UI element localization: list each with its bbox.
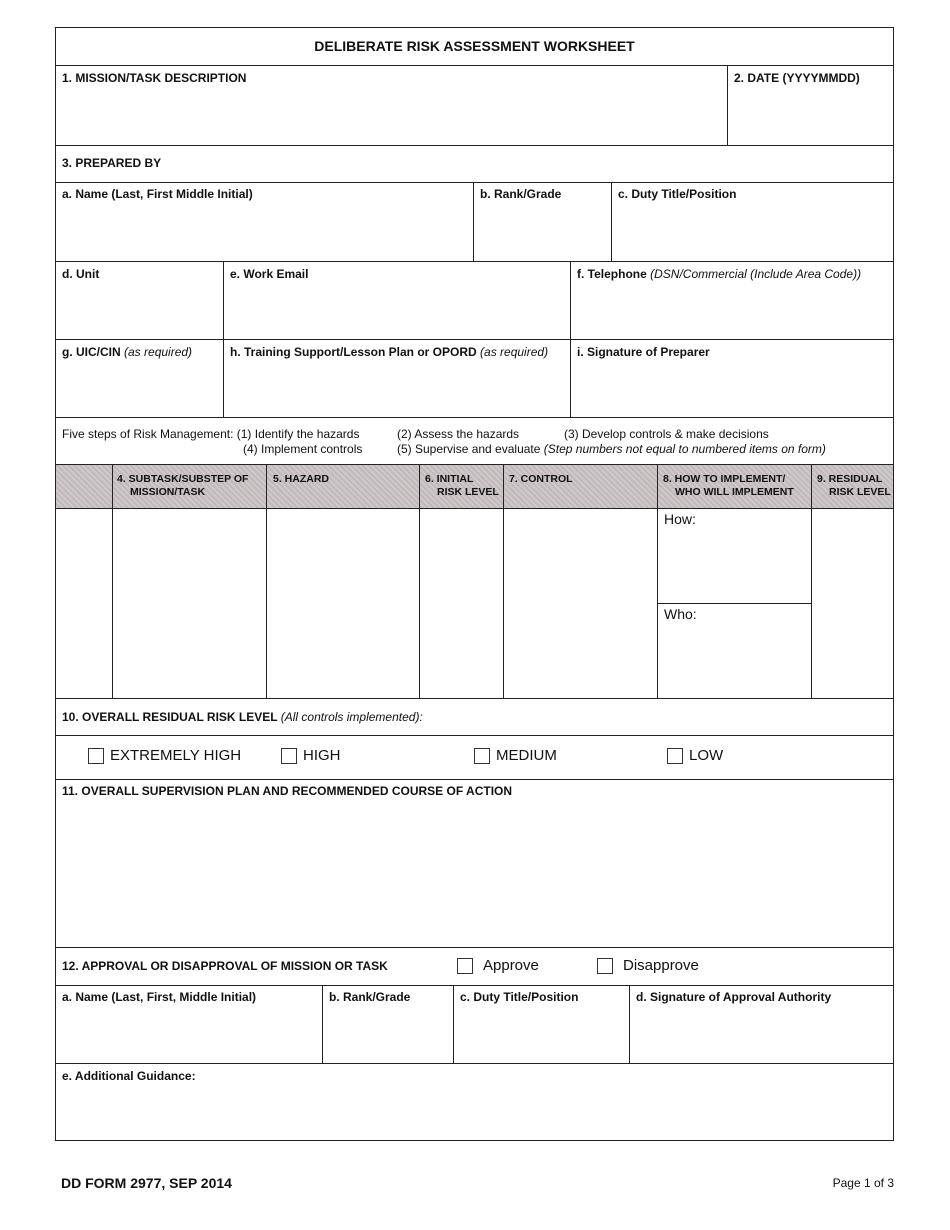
date-cell: [727, 66, 893, 145]
how-label: How:: [664, 511, 696, 527]
phone-field[interactable]: [575, 290, 889, 335]
residual-risk-cell[interactable]: [811, 509, 893, 698]
unit-label: d. Unit: [62, 267, 100, 281]
high-label: HIGH: [303, 747, 341, 764]
step-5: (5) Supervise and evaluate: [397, 442, 541, 456]
low-option[interactable]: [667, 747, 723, 764]
approval-row: [56, 947, 893, 985]
phone-note: (DSN/Commercial (Include Area Code)): [650, 267, 862, 281]
residual-label: 10. OVERALL RESIDUAL RISK LEVEL: [62, 710, 278, 724]
subtask-cell[interactable]: [112, 509, 266, 698]
date-field[interactable]: [732, 94, 889, 141]
header-residual-line1: 9. RESIDUAL: [817, 473, 883, 485]
unit-row: [56, 261, 893, 339]
approver-duty-cell: [453, 986, 629, 1063]
training-label-wrap: [230, 345, 548, 359]
extremely-high-label: EXTREMELY HIGH: [110, 747, 242, 764]
form-title: DELIBERATE RISK ASSESSMENT WORKSHEET: [314, 38, 635, 54]
email-cell: [223, 262, 570, 339]
signature-cell: [570, 340, 893, 417]
low-label: LOW: [689, 747, 724, 764]
medium-checkbox[interactable]: [474, 748, 490, 764]
phone-cell: [570, 262, 893, 339]
implement-cell: [657, 509, 811, 698]
risk-assessment-form: [55, 27, 894, 1141]
disapprove-option[interactable]: [597, 957, 699, 974]
approve-label: Approve: [483, 957, 539, 974]
steps-row: [56, 417, 893, 464]
step-2: (2) Assess the hazards: [397, 427, 520, 441]
step-note: (Step numbers not equal to numbered items on form): [543, 442, 826, 456]
signature-label: i. Signature of Preparer: [577, 345, 710, 359]
title-row: [56, 28, 893, 65]
approver-signature-label: d. Signature of Approval Authority: [636, 990, 832, 1004]
signature-field[interactable]: [575, 368, 889, 413]
email-label: e. Work Email: [230, 267, 309, 281]
approve-option[interactable]: [457, 957, 539, 974]
medium-option[interactable]: [474, 747, 557, 764]
rank-label: b. Rank/Grade: [480, 187, 562, 201]
row-blank-cell[interactable]: [56, 509, 112, 698]
approver-rank-cell: [322, 986, 453, 1063]
header-subtask: [112, 465, 266, 508]
mission-cell: [56, 66, 727, 145]
approval-label: 12. APPROVAL OR DISAPPROVAL OF MISSION OR TASK: [62, 959, 388, 973]
approver-name-label: a. Name (Last, First, Middle Initial): [62, 990, 257, 1004]
guidance-field[interactable]: [60, 1092, 889, 1137]
prepared-by-label: 3. PREPARED BY: [62, 156, 162, 170]
step-5-wrap: [397, 442, 826, 457]
header-residual-risk: [811, 465, 893, 508]
hazard-cell[interactable]: [266, 509, 419, 698]
training-label: h. Training Support/Lesson Plan or OPORD: [230, 345, 477, 359]
mission-row: [56, 65, 893, 145]
disapprove-checkbox[interactable]: [597, 958, 613, 974]
approver-rank-field[interactable]: [327, 1014, 449, 1059]
supervision-row: [56, 779, 893, 947]
training-cell: [223, 340, 570, 417]
name-cell: [56, 183, 473, 261]
header-implement-line1: 8. HOW TO IMPLEMENT/: [663, 473, 786, 485]
training-note: (as required): [480, 345, 549, 359]
approver-duty-label: c. Duty Title/Position: [460, 990, 579, 1004]
preparer-name-row: [56, 182, 893, 261]
high-option[interactable]: [281, 747, 341, 764]
date-label: 2. DATE (YYYYMMDD): [734, 71, 860, 85]
uic-label: g. UIC/CIN: [62, 345, 121, 359]
header-hazard: [266, 465, 419, 508]
hazard-table-header: [56, 464, 893, 508]
header-initial-risk-line1: 6. INITIAL: [425, 473, 474, 485]
approver-name-field[interactable]: [60, 1014, 318, 1059]
residual-note: (All controls implemented):: [280, 710, 423, 724]
step-intro: Five steps of Risk Management: (1) Identify the hazards: [62, 427, 360, 441]
hazard-table-row: [56, 508, 893, 698]
header-implement-line2: WHO WILL IMPLEMENT: [675, 486, 794, 498]
guidance-label: e. Additional Guidance:: [62, 1069, 196, 1083]
approver-row: [56, 985, 893, 1063]
approver-name-cell: [56, 986, 322, 1063]
form-number: DD FORM 2977, SEP 2014: [61, 1175, 232, 1191]
header-control: [503, 465, 657, 508]
header-control-text: 7. CONTROL: [509, 473, 573, 485]
low-checkbox[interactable]: [667, 748, 683, 764]
header-residual-line2: RISK LEVEL: [829, 486, 891, 498]
unit-field[interactable]: [60, 290, 219, 335]
how-field[interactable]: [662, 531, 807, 598]
unit-cell: [56, 262, 223, 339]
high-checkbox[interactable]: [281, 748, 297, 764]
who-label: Who:: [664, 606, 697, 622]
duty-cell: [611, 183, 893, 261]
rank-field[interactable]: [478, 211, 607, 257]
name-field[interactable]: [60, 211, 469, 257]
extremely-high-checkbox[interactable]: [88, 748, 104, 764]
step-4: (4) Implement controls: [243, 442, 363, 456]
approver-signature-cell: [629, 986, 893, 1063]
header-hazard-text: 5. HAZARD: [273, 473, 330, 485]
header-initial-risk: [419, 465, 503, 508]
residual-label-row: [56, 698, 893, 735]
supervision-field[interactable]: [60, 804, 889, 943]
step-3: (3) Develop controls & make decisions: [564, 427, 769, 441]
header-subtask-line1: 4. SUBTASK/SUBSTEP OF: [117, 473, 249, 485]
approve-checkbox[interactable]: [457, 958, 473, 974]
uic-row: [56, 339, 893, 417]
training-field[interactable]: [228, 368, 566, 413]
header-implement: [657, 465, 811, 508]
supervision-label: 11. OVERALL SUPERVISION PLAN AND RECOMMENDED COURSE OF ACTION: [62, 784, 513, 798]
prepared-by-row: [56, 145, 893, 182]
mission-label: 1. MISSION/TASK DESCRIPTION: [62, 71, 247, 85]
control-cell[interactable]: [503, 509, 657, 698]
initial-risk-cell[interactable]: [419, 509, 503, 698]
page-number: Page 1 of 3: [832, 1176, 894, 1190]
header-blank: [56, 465, 112, 508]
how-who-divider: [658, 603, 811, 604]
extremely-high-option[interactable]: [88, 747, 241, 764]
uic-field[interactable]: [60, 368, 219, 413]
rank-cell: [473, 183, 611, 261]
residual-options-row: [56, 735, 893, 779]
uic-label-wrap: [62, 345, 192, 359]
approver-duty-field[interactable]: [458, 1014, 625, 1059]
duty-label: c. Duty Title/Position: [618, 187, 737, 201]
phone-label-wrap: [577, 267, 861, 281]
mission-field[interactable]: [60, 94, 723, 141]
guidance-row: [56, 1063, 893, 1141]
email-field[interactable]: [228, 290, 566, 335]
approver-signature-field[interactable]: [634, 1014, 889, 1059]
medium-label: MEDIUM: [496, 747, 557, 764]
approver-rank-label: b. Rank/Grade: [329, 990, 411, 1004]
residual-label-wrap: [62, 710, 423, 724]
uic-cell: [56, 340, 223, 417]
header-initial-risk-line2: RISK LEVEL: [437, 486, 499, 498]
uic-note: (as required): [124, 345, 193, 359]
header-subtask-line2: MISSION/TASK: [130, 486, 206, 498]
name-label: a. Name (Last, First Middle Initial): [62, 187, 253, 201]
duty-field[interactable]: [616, 211, 889, 257]
who-field[interactable]: [662, 627, 807, 694]
phone-label: f. Telephone: [577, 267, 647, 281]
disapprove-label: Disapprove: [623, 957, 699, 974]
